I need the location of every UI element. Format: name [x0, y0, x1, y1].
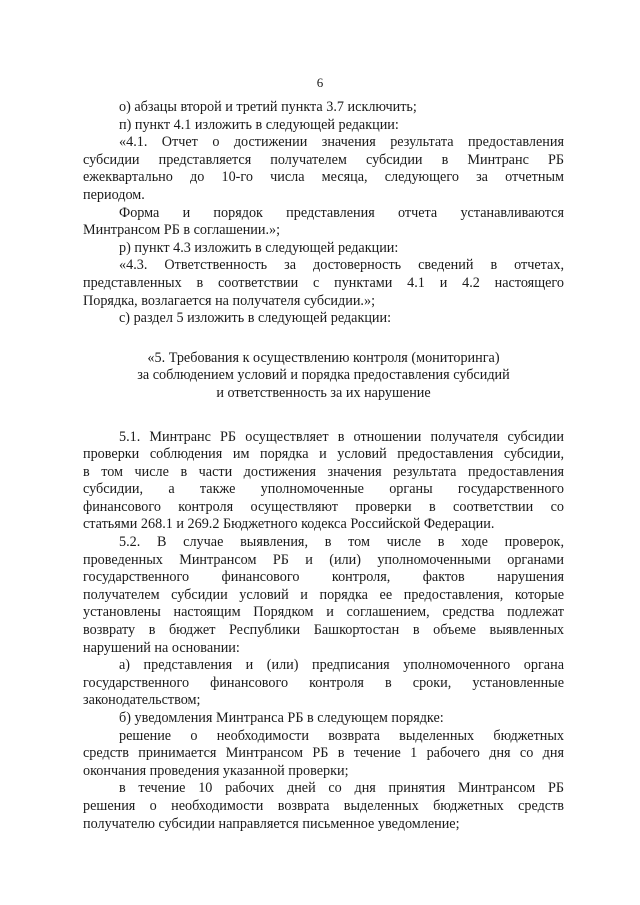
clause-4-3	[83, 257, 564, 310]
subclause-b: б) уведомления Минтранса РБ в следующем порядке:	[119, 710, 444, 726]
line: Форма и порядок представления отчета устанавливаются	[119, 204, 564, 221]
line: статьями 268.1 и 269.2 Бюджетного кодекса Российской Федерации.	[83, 516, 495, 533]
line: 5.1. Минтранс РБ осуществляет в отношении получателя субсидии	[119, 428, 564, 445]
line: «4.3. Ответственность за достоверность сведений в отчетах,	[119, 257, 564, 274]
line: Минтрансом РБ в соглашении.»;	[83, 222, 281, 239]
line: представленных в соответствии с пунктами 4.1 и 4.2 настоящего	[83, 274, 564, 291]
term-paragraph	[83, 780, 564, 833]
clause-5-2	[83, 534, 564, 657]
line: 5.2. В случае выявления, в том числе в ходе проверок,	[119, 534, 564, 551]
decision-paragraph	[83, 728, 564, 781]
paragraph-o: о) абзацы второй и третий пункта 3.7 исключить;	[119, 99, 417, 115]
clause-5-1	[83, 429, 564, 535]
line: государственного финансового контроля, фактов нарушения	[83, 569, 564, 586]
line: средств принимается Минтрансом РБ в течение 1 рабочего дня со дня	[83, 745, 564, 762]
line: субсидии представляется получателем субсидии в Минтранс РБ	[83, 151, 564, 168]
line: получателю субсидии направляется письменное уведомление;	[83, 815, 460, 832]
line: Порядка, возлагается на получателя субсидии.»;	[83, 292, 376, 309]
line: а) представления и (или) предписания уполномоченного органа	[119, 657, 564, 674]
clause-4-1	[83, 134, 564, 204]
line: ежеквартально до 10-го числа месяца, следующего за отчетным	[83, 169, 564, 186]
clause-4-1-form	[83, 205, 564, 240]
line: государственного финансового контроля в сроки, установленные	[83, 674, 564, 691]
line: проведенных Минтрансом РБ и (или) уполномоченными органами	[83, 551, 564, 568]
line: периодом.	[83, 186, 145, 203]
line: субсидии, а также уполномоченные органы государственного	[83, 481, 564, 498]
heading-line: «5. Требования к осуществлению контроля (мониторинга)	[147, 349, 500, 366]
line: проверки соблюдения им порядка и условий предоставления субсидии,	[83, 446, 564, 463]
section-5-heading	[83, 350, 564, 403]
document-body	[83, 99, 564, 833]
line: в том числе в части достижения значения результата предоставления	[83, 463, 564, 480]
line: финансового контроля осуществляют проверки в соответствии со	[83, 498, 564, 515]
line: законодательством;	[83, 692, 201, 709]
paragraph-r: р) пункт 4.3 изложить в следующей редакции:	[119, 239, 399, 256]
heading-line: и ответственность за их нарушение	[216, 384, 431, 401]
paragraph-p: п) пункт 4.1 изложить в следующей редакции:	[119, 116, 399, 133]
line: установлены настоящим Порядком и соглашением, средства подлежат	[83, 604, 564, 621]
line: возврату в бюджет Республики Башкортостан в объеме выявленных	[83, 622, 564, 639]
paragraph-s: с) раздел 5 изложить в следующей редакции:	[119, 310, 392, 327]
line: решение о необходимости возврата выделенных бюджетных	[119, 727, 564, 744]
line: нарушений на основании:	[83, 639, 240, 656]
line: в течение 10 рабочих дней со дня принятия Минтрансом РБ	[119, 780, 564, 797]
line: окончания проведения указанной проверки;	[83, 762, 349, 779]
line: получателем субсидии условий и порядка ее предоставления, которые	[83, 586, 564, 603]
heading-line: за соблюдением условий и порядка предоставления субсидий	[137, 367, 510, 384]
page-number: 6	[316, 75, 324, 90]
line: решения о необходимости возврата выделенных бюджетных средств	[83, 797, 564, 814]
line: «4.1. Отчет о достижении значения результата предоставления	[119, 134, 564, 151]
subclause-a	[83, 657, 564, 710]
